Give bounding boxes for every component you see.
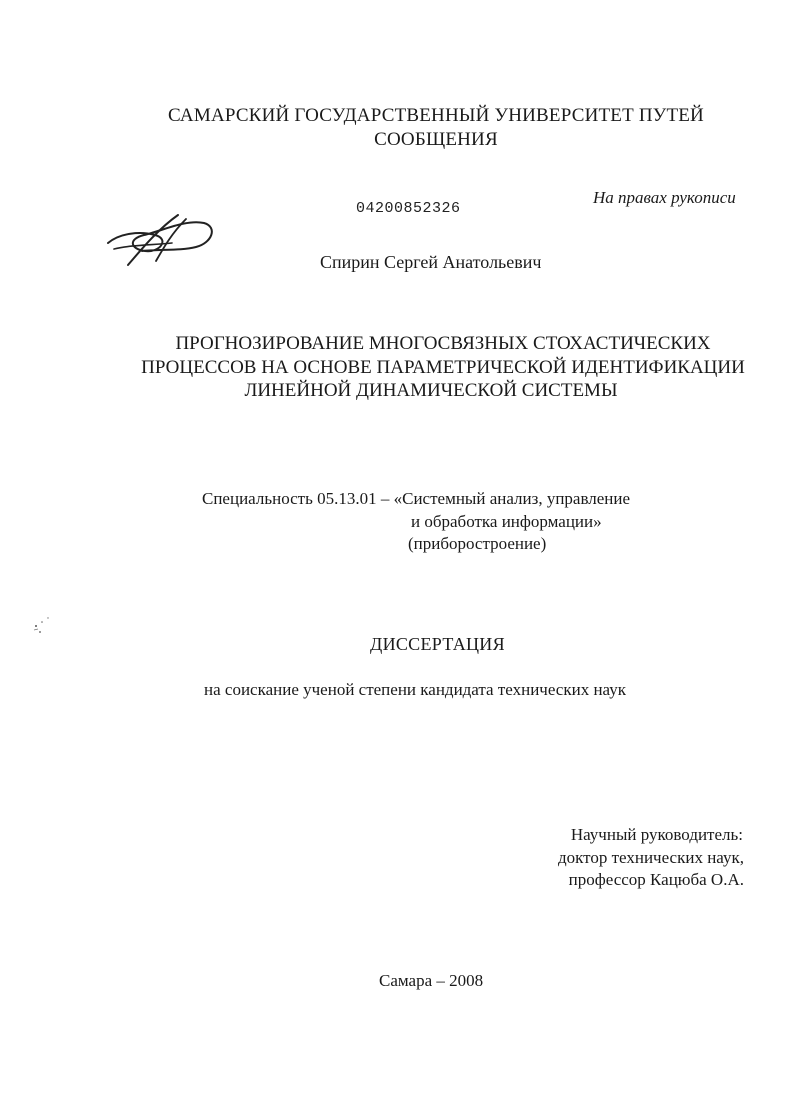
specialty-line-2: и обработка информации» — [411, 512, 602, 531]
advisor-name: профессор Кацюба О.А. — [568, 870, 744, 889]
thesis-title-line-3: ЛИНЕЙНОЙ ДИНАМИЧЕСКОЙ СИСТЕМЫ — [244, 380, 618, 401]
document-type: ДИССЕРТАЦИЯ — [370, 634, 505, 654]
scan-specks-icon — [28, 612, 68, 642]
university-name-line-2: СООБЩЕНИЯ — [374, 129, 498, 150]
advisor-label: Научный руководитель: — [570, 825, 743, 844]
signature-icon — [100, 205, 220, 275]
thesis-title-line-1: ПРОГНОЗИРОВАНИЕ МНОГОСВЯЗНЫХ СТОХАСТИЧЕСКИХ — [175, 333, 711, 354]
specialty-line-1: Специальность 05.13.01 – «Системный анализ, управление — [202, 489, 631, 508]
city-year: Самара – 2008 — [379, 971, 484, 990]
manuscript-rights-note: На правах рукописи — [593, 188, 736, 207]
degree-statement: на соискание ученой степени кандидата технических наук — [204, 680, 627, 699]
advisor-degree: доктор технических наук, — [557, 848, 744, 867]
library-stamp-number: 04200852326 — [356, 200, 461, 217]
university-name-line-1: САМАРСКИЙ ГОСУДАРСТВЕННЫЙ УНИВЕРСИТЕТ ПУТЕЙ — [168, 105, 704, 126]
author-name: Спирин Сергей Анатольевич — [320, 252, 542, 272]
thesis-title-line-2: ПРОЦЕССОВ НА ОСНОВЕ ПАРАМЕТРИЧЕСКОЙ ИДЕНТИФИКАЦИИ — [141, 357, 745, 378]
specialty-line-3: (приборостроение) — [408, 534, 547, 553]
